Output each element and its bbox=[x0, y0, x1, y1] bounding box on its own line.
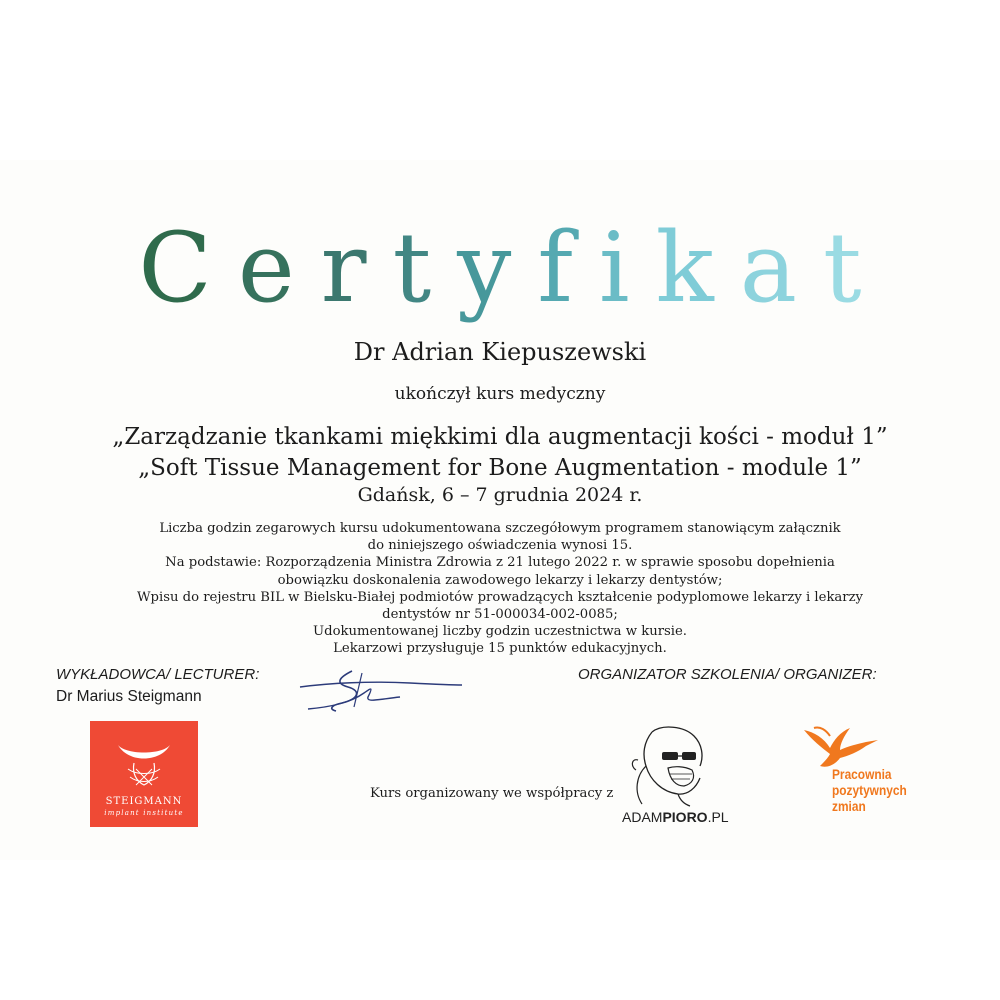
course-title-polish: „Zarządzanie tkankami miękkimi dla augmentacji kości - moduł 1” bbox=[112, 424, 888, 450]
body-line: dentystów nr 51-000034-002-0085; bbox=[382, 607, 618, 623]
recipient-name: Dr Adrian Kiepuszewski bbox=[353, 338, 647, 366]
steigmann-name: STEIGMANN bbox=[105, 796, 183, 807]
title-letter: a bbox=[739, 212, 824, 324]
adampioro-part3: .PL bbox=[707, 809, 729, 825]
body-line: Lekarzowi przysługuje 15 punktów edukacyjnych. bbox=[333, 641, 667, 657]
body-line: do niniejszego oświadczenia wynosi 15. bbox=[367, 538, 633, 554]
title-letter: r bbox=[320, 212, 393, 324]
title-letter: y bbox=[457, 212, 538, 324]
title-letter: k bbox=[655, 212, 740, 324]
organizer-heading: ORGANIZATOR SZKOLENIA/ ORGANIZER: bbox=[578, 666, 877, 683]
title-letter: t bbox=[823, 212, 888, 324]
lecturer-heading: WYKŁADOWCA/ LECTURER: bbox=[56, 666, 260, 683]
pracownia-line: zmian bbox=[832, 798, 866, 814]
body-line: Na podstawie: Rozporządzenia Ministra Zdrowia z 21 lutego 2022 r. w sprawie sposobu dopełnienia bbox=[165, 555, 835, 571]
hummingbird-icon bbox=[800, 722, 880, 770]
adampioro-part1: ADAM bbox=[622, 809, 663, 825]
pracownia-line: pozytywnych bbox=[832, 782, 907, 798]
steigmann-emblem-icon bbox=[108, 733, 180, 793]
adampioro-portrait-icon bbox=[622, 722, 712, 808]
body-line: Wpisu do rejestru BIL w Bielsku-Białej podmiotów prowadzących kształcenie podyplomowe lekarzy i lekarzy bbox=[137, 589, 863, 605]
lecturer-name: Dr Marius Steigmann bbox=[56, 688, 202, 705]
cooperation-text: Kurs organizowany we współpracy z bbox=[370, 786, 614, 801]
pracownia-logo-text bbox=[832, 766, 920, 814]
title-letter: C bbox=[138, 212, 238, 324]
steigmann-subtitle: implant institute bbox=[104, 809, 184, 817]
body-line: Liczba godzin zegarowych kursu udokumentowana szczegółowym programem stanowiącym załącznik bbox=[159, 521, 841, 536]
body-line: obowiązku doskonalenia zawodowego lekarzy i lekarzy dentystów; bbox=[277, 572, 723, 588]
course-title-english: „Soft Tissue Management for Bone Augmentation - module 1” bbox=[138, 455, 862, 481]
adampioro-logo-text bbox=[622, 809, 729, 825]
steigmann-logo bbox=[90, 721, 198, 827]
title-letter: i bbox=[598, 212, 656, 324]
place-and-date: Gdańsk, 6 – 7 grudnia 2024 r. bbox=[357, 484, 643, 506]
completion-text: ukończył kurs medyczny bbox=[394, 384, 606, 404]
body-line: Udokumentowanej liczby godzin uczestnictwa w kursie. bbox=[313, 624, 687, 640]
adampioro-part2: PIORO bbox=[662, 809, 708, 825]
title-letter: t bbox=[392, 212, 458, 324]
certificate-body bbox=[100, 520, 900, 658]
certificate-title bbox=[0, 208, 1000, 328]
pracownia-line: Pracownia bbox=[832, 766, 892, 782]
lecturer-signature bbox=[290, 663, 470, 715]
title-letter: f bbox=[537, 212, 599, 324]
title-letter: e bbox=[237, 212, 321, 324]
